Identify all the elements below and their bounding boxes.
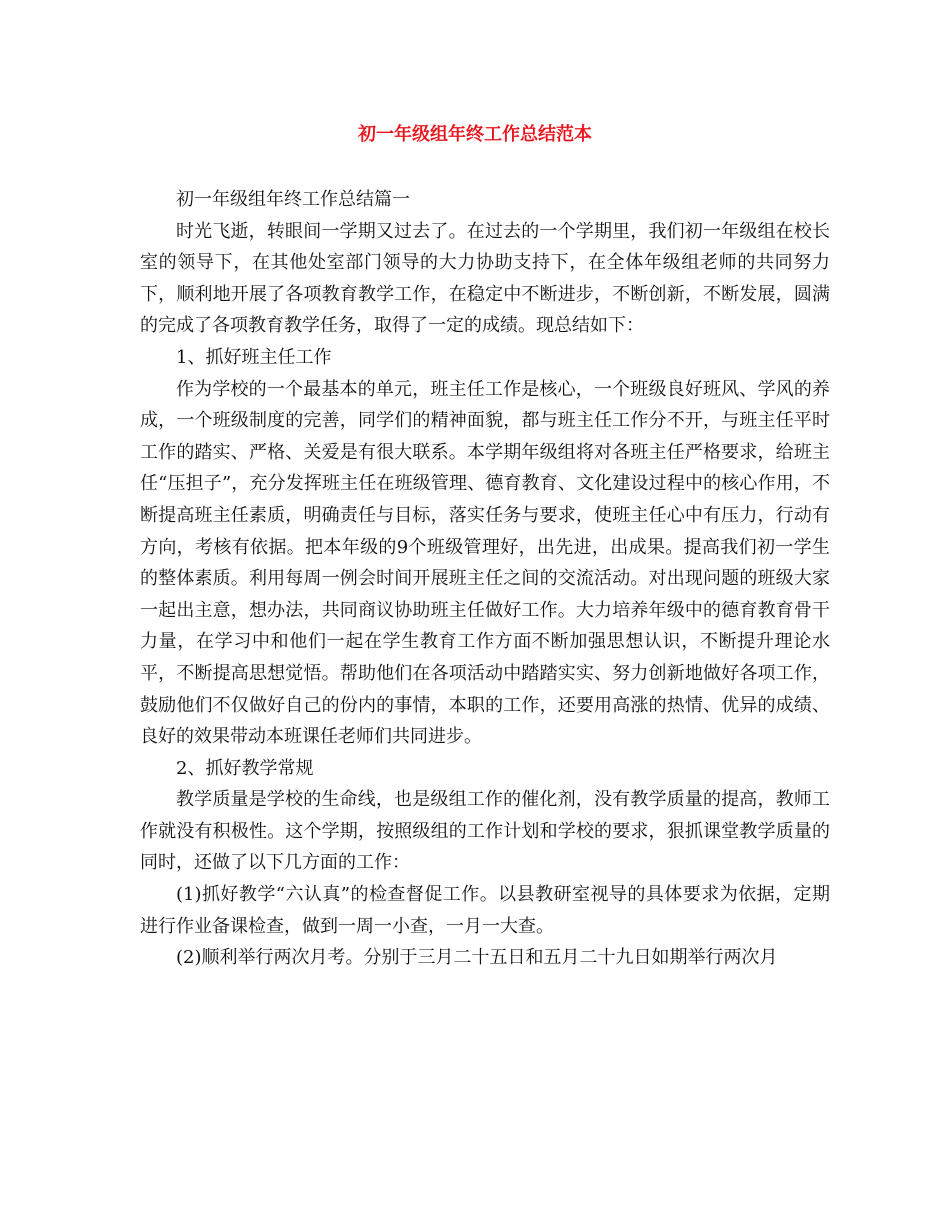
section-heading: 2、抓好教学常规	[176, 757, 314, 779]
list-item: (2)顺利举行两次月考。分别于三月二十五日和五月二十九日如期举行两次月	[176, 947, 778, 969]
paragraph-class-teacher: 作为学校的一个最基本的单元，班主任工作是核心，一个班级良好班风、学风的养成，一个班级制度的完善，同学们的精神面貌，都与班主任工作分不开，与班主任平时工作的踏实、严格、关爱是有很大联系。本学期年级组将对各班主任严格要求，给班主任“压担子”，充分发挥班主任在班级管理、德育教育、文化建设过程中的核心作用，不断提高班主任素质，明确责任与目标，落实任务与要求，使班主任心中有压力，行动有方向，考核有依据。把本年级的9个班级管理好，出先进，出成果。提高我们初一学生的整体素质。利用每周一例会时间开展班主任之间的交流活动。对出现问题的班级大家一起出主意，想办法，共同商议协助班主任做好工作。大力培养年级中的德育教育骨干力量，在学习中和他们一起在学生教育工作方面不断加强思想认识，不断提升理论水平，不断提高思想觉悟。帮助他们在各项活动中踏踏实实、努力创新地做好各项工作，鼓励他们不仅做好自己的份内的事情，本职的工作，还要用高涨的热情、优异的成绩、良好的效果带动本班课任老师们共同进步。	[140, 378, 830, 748]
document-body	[140, 184, 830, 974]
paragraph-intro: 时光飞逝，转眼间一学期又过去了。在过去的一个学期里，我们初一年级组在校长室的领导下，在其他处室部门领导的大力协助支持下，在全体年级组老师的共同努力下，顺利地开展了各项教育教学工作，在稳定中不断进步，不断创新，不断发展，圆满的完成了各项教育教学任务，取得了一定的成绩。现总结如下：	[140, 220, 830, 337]
section-heading: 初一年级组年终工作总结篇一	[176, 189, 410, 210]
list-item: (1)抓好教学“六认真”的检查督促工作。以县教研室视导的具体要求为依据，定期进行作业备课检查，做到一周一小查，一月一大查。	[140, 884, 830, 937]
section-heading: 1、抓好班主任工作	[176, 346, 332, 368]
document-title: 初一年级组年终工作总结范本	[358, 124, 592, 145]
paragraph-teaching-quality: 教学质量是学校的生命线，也是级组工作的催化剂，没有教学质量的提高，教师工作就没有积极性。这个学期，按照级组的工作计划和学校的要求，狠抓课堂教学质量的同时，还做了以下几方面的工作：	[140, 789, 830, 874]
